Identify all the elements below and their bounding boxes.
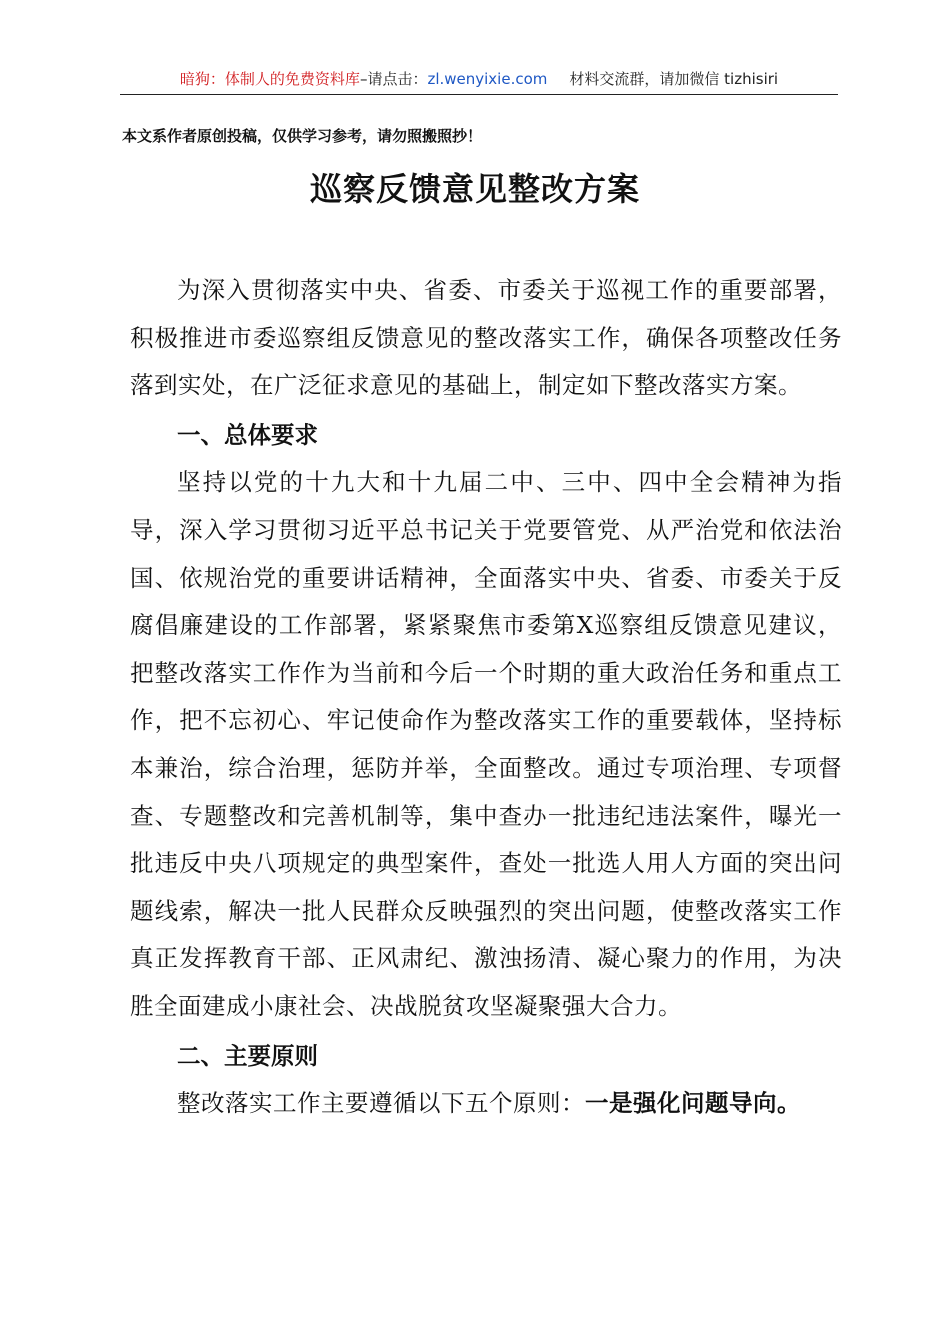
general-requirements-paragraph: 坚持以党的十九大和十九届二中、三中、四中全会精神为指导，深入学习贯彻习近平总书记关于党要管党、从严治党和依法治国、依规治党的重要讲话精神，全面落实中央、省委、市委关于反腐倡廉建设的工作部署，紧紧聚焦市委第X巡察组反馈意见建议，把整改落实工作作为当前和今后一个时期的重大政治任务和重点工作，把不忘初心、牢记使命作为整改落实工作的重要载体，坚持标本兼治，综合治理，惩防并举，全面整改。通过专项治理、专项督查、专题整改和完善机制等，集中查办一批违纪违法案件，曝光一批违反中央八项规定的典型案件，查处一批选人用人方面的突出问题线索，解决一批人民群众反映强烈的突出问题，使整改落实工作真正发挥教育干部、正风肃纪、激浊扬清、凝心聚力的作用，为决胜全面建成小康社会、决战脱贫攻坚凝聚强大合力。: [130, 468, 842, 1020]
main-principles-paragraph: [130, 1080, 842, 1128]
document-body: [130, 267, 842, 1128]
header-click-prefix: –请点击：: [359, 70, 428, 88]
page-header: [120, 64, 838, 95]
section-heading-general-requirements: 一、总体要求: [177, 420, 318, 449]
header-brand: 暗狗：体制人的免费资料库: [179, 70, 360, 88]
section-heading-main-principles: 二、主要原则: [177, 1041, 318, 1070]
principle-one-bold: 一是强化问题导向。: [585, 1089, 801, 1118]
copyright-notice: 本文系作者原创投稿，仅供学习参考，请勿照搬照抄！: [122, 127, 483, 145]
intro-paragraph: 为深入贯彻落实中央、省委、市委关于巡视工作的重要部署，积极推进市委巡察组反馈意见的整改落实工作，确保各项整改任务落到实处，在广泛征求意见的基础上，制定如下整改落实方案。: [130, 276, 842, 400]
header-url-link[interactable]: zl.wenyixie.com: [427, 70, 548, 88]
header-contact: 材料交流群，请加微信 tizhisiri: [569, 70, 779, 88]
document-title: 巡察反馈意见整改方案: [309, 170, 640, 208]
principles-lead-text: 整改落实工作主要遵循以下五个原则：: [177, 1089, 585, 1118]
